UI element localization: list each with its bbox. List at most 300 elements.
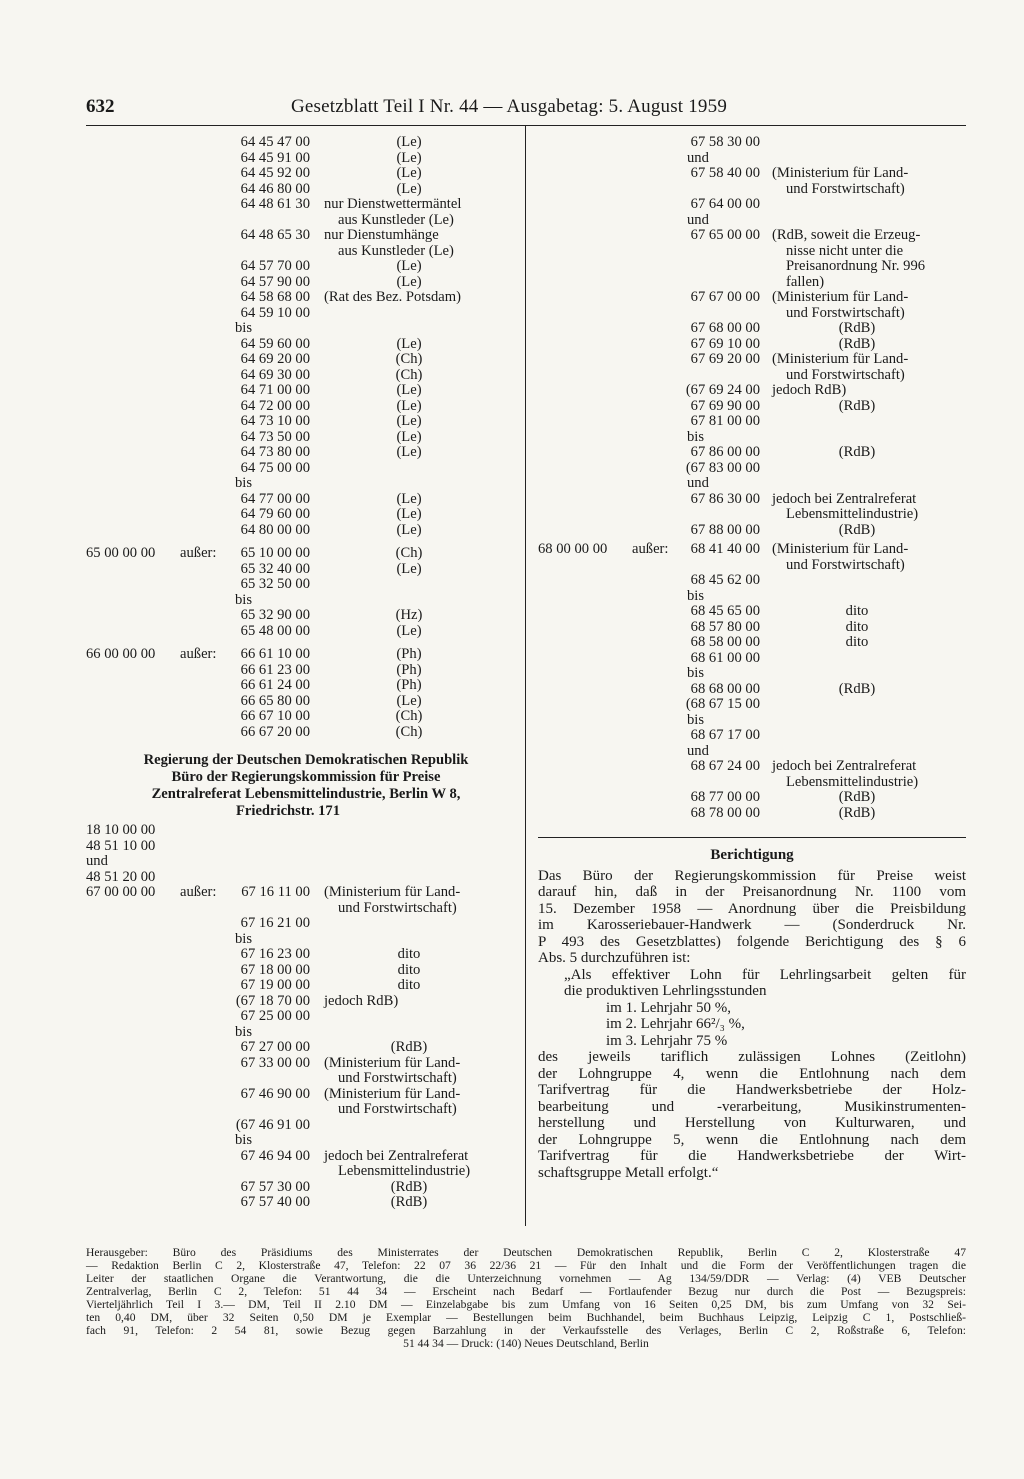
code-remark: (Ch) [395,351,423,367]
table-row [538,151,966,167]
code-remark: (Le) [396,692,422,709]
text-line: die produktiven Lehrlingsstunden [564,983,767,999]
code-number: 68 61 00 00 [690,649,760,666]
code-remark: (Ph) [396,661,422,678]
code-number: 67 58 40 00 [690,165,760,181]
code-number: 66 61 24 00 [240,677,310,693]
table-row [538,383,966,399]
table-row [538,806,966,822]
table-row [86,546,516,562]
code-remark: (Le) [396,397,422,414]
code-number: (68 67 15 00 [685,696,760,712]
table-row [86,1025,516,1041]
code-number: 65 32 40 00 [240,560,310,577]
code-remark: (Ministerium für Land- [772,289,909,305]
table-row [86,994,516,1010]
table-row [86,624,516,640]
code-remark: (RdB) [838,789,876,805]
text-line: 15. Dezember 1958 — Anordnung über die Preisbildung [538,900,966,917]
text-line: „Als effektiver Lohn für Lehrlingsarbeit gelten für [564,966,966,983]
code-number: bis [235,320,253,336]
code-number: und [687,149,709,166]
table-row [86,523,516,539]
code-remark: jedoch bei Zentralreferat [324,1147,469,1164]
table-row [86,399,516,415]
text-line: bearbeitung und -verarbeitung, Musikinstrumenten- [538,1098,966,1115]
plain-code: und [86,853,108,869]
code-remark: (RdB) [390,1194,428,1210]
code-remark: (RdB) [838,804,876,821]
plain-code-list [86,823,516,885]
code-number: 64 77 00 00 [240,490,310,507]
table-row [538,759,966,790]
code-number: 67 81 00 00 [690,413,760,429]
code-remark: (Le) [396,134,422,150]
code-number: 67 18 00 00 [240,961,310,978]
text-line: des jeweils tariflich zulässigen Lohnes (Zeitlohn) [538,1049,966,1065]
code-number: 67 57 40 00 [240,1194,310,1210]
code-number: 64 45 92 00 [240,165,310,181]
table-row [86,709,516,725]
code-remark: (Le) [396,180,422,197]
code-remark: (RdB) [838,397,876,414]
footer-line: Leiter der staatlichen Organe die Verantwortung, die die Unterzeichnung vornehmen — Ag 134/59/DDR — Verlag: (4) VEB Deutscher [86,1272,966,1285]
code-remark: (Le) [396,382,422,398]
table-row [86,352,516,368]
code-number: und [687,475,709,491]
code-remark: nisse nicht unter die [786,242,904,259]
table-row [538,337,966,353]
code-number: 66 61 23 00 [240,661,310,678]
code-remark: (Rat des Bez. Potsdam) [324,289,461,305]
code-number: bis [235,1023,253,1040]
footer-line: Zentralverlag, Berlin C 2, Telefon: 51 44 34 — Erscheint nach Bedarf — Fortlaufender Bezug nur durch die Post — Bezugspreis: [86,1285,966,1298]
lehrjahr-line: im 2. Lehrjahr 66²/₃ %, [606,1016,745,1032]
code-number: 68 41 40 00 [690,541,760,557]
code-group: 67 00 00 00 [86,884,156,900]
table-row [538,476,966,492]
code-number: 68 67 24 00 [690,758,760,774]
code-number: 64 48 61 30 [240,196,310,212]
table-row [86,1195,516,1211]
code-number: 67 68 00 00 [690,320,760,336]
code-remark: (Ch) [395,545,423,561]
table-row [86,1040,516,1056]
table-row [86,445,516,461]
code-remark: (Le) [396,149,422,166]
plain-code: 18 10 00 00 [86,822,156,838]
code-remark: aus Kunstleder (Le) [338,211,454,228]
code-number: bis [235,1132,253,1148]
footer-line: Vierteljährlich Teil I 3.— DM, Teil II 2.10 DM — Einzelabgabe bis zum Umfang von 16 Seiten 0,25 DM, bis zum Umfang von 32 Sei- [86,1298,966,1311]
table-row [538,697,966,713]
code-remark: (RdB) [838,335,876,352]
code-number: 67 33 00 00 [240,1054,310,1071]
lehrjahr-line: im 1. Lehrjahr 50 %, [606,999,731,1016]
code-number: 67 88 00 00 [690,521,760,538]
footer-line: — Redaktion Berlin C 2, Klosterstraße 47, Telefon: 22 07 36 22/36 21 — Für den Inhalt und die Form der Veröffentlichungen tragen die [86,1259,966,1272]
code-remark: Lebensmittelindustrie) [338,1163,471,1179]
code-remark: (Le) [396,413,422,429]
code-number: 66 65 80 00 [240,692,310,709]
code-number: 67 57 30 00 [240,1178,310,1195]
code-number: 64 69 20 00 [240,351,310,367]
table-row [86,608,516,624]
code-group: 66 00 00 00 [86,646,156,662]
table-row [538,666,966,682]
code-remark: und Forstwirtschaft) [786,366,905,383]
code-remark: (Ch) [395,723,423,740]
table-row [538,573,966,589]
table-row [86,151,516,167]
code-number: 67 58 30 00 [690,134,760,150]
code-remark: (RdB) [390,1178,428,1195]
table-row [86,1180,516,1196]
plain-code: 48 51 10 00 [86,837,156,854]
table-row [86,1149,516,1180]
code-number: 64 72 00 00 [240,397,310,414]
code-number: 68 67 17 00 [690,727,760,743]
table-row [538,728,966,744]
code-number: 67 69 90 00 [690,397,760,414]
code-number: 64 75 00 00 [240,459,310,476]
table-row [86,306,516,322]
code-group: 68 00 00 00 [538,541,608,557]
code-group: 65 00 00 00 [86,545,156,561]
code-remark: und Forstwirtschaft) [338,1070,457,1086]
code-remark: (Ministerium für Land- [324,884,461,900]
code-remark: (RdB) [838,680,876,697]
footer-line: fach 91, Telefon: 2 54 81, sowie Bezug gegen Barzahlung in der Verkaufsstelle des Verlages, Berlin C 2, Roßstraße 6, Telefon: [86,1324,966,1337]
text-line: Das Büro der Regierungskommission für Preise weist [538,867,966,884]
section-rule [538,837,966,838]
heading-line: Büro der Regierungskommission für Preise [171,769,441,785]
heading-line: Friedrichstr. 171 [236,803,341,819]
plain-code: 48 51 20 00 [86,868,156,885]
code-remark: (Le) [396,428,422,445]
code-number: 67 19 00 00 [240,977,310,993]
code-number: (67 69 24 00 [685,382,760,398]
code-number: 67 25 00 00 [240,1008,310,1024]
code-remark: (RdB, soweit die Erzeug- [772,227,921,243]
code-remark: nur Dienstwettermäntel [324,196,462,212]
code-number: 64 59 10 00 [240,304,310,321]
table-row [538,430,966,446]
table-row [538,352,966,383]
text-line: darauf hin, daß in der Preisanordnung Nr. 1100 vom [538,884,966,900]
lehrjahr-line: im 3. Lehrjahr 75 % [606,1032,728,1049]
code-remark: (Ministerium für Land- [324,1054,461,1071]
code-remark: und Forstwirtschaft) [786,180,905,197]
code-remark: dito [397,961,421,978]
code-number: 64 73 80 00 [240,444,310,460]
office-heading [86,752,516,819]
code-number: 67 65 00 00 [690,227,760,243]
text-line: P 493 des Gesetzblattes) folgende Berichtigung des § 6 [538,933,966,950]
code-number: 64 80 00 00 [240,521,310,538]
text-line: im Karosseriebauer-Handwerk — (Sonderdruck Nr. [538,917,966,933]
code-number: 67 46 94 00 [240,1147,310,1164]
table-row [86,492,516,508]
code-number: 67 86 00 00 [690,444,760,460]
table-row [86,1087,516,1118]
heading-line: Zentralreferat Lebensmittelindustrie, Berlin W 8, [151,786,461,802]
code-remark: jedoch bei Zentralreferat [772,490,917,507]
code-remark: und Forstwirtschaft) [338,899,457,916]
table-row [538,604,966,620]
code-remark: (Ch) [395,708,423,724]
table-row [86,694,516,710]
table-row [86,978,516,994]
text-line: der Lohngruppe 5, wenn die Entlohnung nach dem [538,1131,966,1148]
table-row [86,1118,516,1134]
code-remark: (Ch) [395,366,423,383]
code-number: 68 68 00 00 [690,680,760,697]
code-number: bis [687,711,705,728]
code-number: 68 78 00 00 [690,804,760,821]
code-remark: (Ph) [396,646,422,662]
table-row [538,461,966,477]
code-remark: (Ministerium für Land- [324,1085,461,1102]
left-column [86,135,516,1211]
table-row [86,275,516,291]
code-number: und [687,211,709,228]
code-number: 66 67 10 00 [240,708,310,724]
table-row [86,197,516,228]
code-number: 64 48 65 30 [240,227,310,243]
code-number: 64 71 00 00 [240,382,310,398]
footer-line: 51 44 34 — Druck: (140) Neues Deutschland, Berlin [403,1337,649,1350]
table-row [86,461,516,477]
code-remark: dito [845,634,869,650]
code-number: 67 16 11 00 [241,884,310,900]
code-remark: (Le) [396,490,422,507]
code-number: bis [687,665,705,681]
table-row [86,932,516,948]
code-remark: (Ministerium für Land- [772,351,909,367]
table-row [538,445,966,461]
left-code-list-2 [86,885,516,1211]
code-number: und [687,742,709,759]
code-remark: (Le) [396,273,422,290]
table-row [538,290,966,321]
table-row [538,790,966,806]
code-number: 64 45 47 00 [240,134,310,150]
code-number: bis [235,591,253,608]
imprint-footer [86,1246,966,1350]
table-row [86,476,516,492]
table-row [86,228,516,259]
table-row [86,647,516,663]
code-number: 67 69 10 00 [690,335,760,352]
code-remark: und Forstwirtschaft) [786,556,905,573]
table-row [86,430,516,446]
left-code-list [86,135,516,740]
text-line: herstellung und Herstellung von Kulturwaren, und [538,1115,966,1131]
table-row [538,135,966,151]
table-row [86,182,516,198]
table-row [86,507,516,523]
table-row [538,651,966,667]
table-row [538,523,966,539]
table-row [86,368,516,384]
table-row [86,577,516,593]
code-number: 67 16 23 00 [240,946,310,962]
code-remark: Preisanordnung Nr. 996 [786,258,926,274]
code-number: (67 18 70 00 [235,992,310,1009]
code-number: 64 45 91 00 [240,149,310,166]
code-remark: und Forstwirtschaft) [338,1101,457,1117]
berichtigung-rest [538,1049,966,1181]
heading-line: Regierung der Deutschen Demokratischen Republik [143,752,469,768]
code-remark: (Le) [396,622,422,639]
code-remark: jedoch RdB) [772,382,847,398]
code-number: 67 46 90 00 [240,1085,310,1102]
except-label: außer: [180,545,217,561]
code-number: 64 58 68 00 [240,289,310,305]
code-remark: (RdB) [838,320,876,336]
footer-line: ten 0,40 DM, über 32 Seiten 0,50 DM je Exemplar — Bestellungen beim Buchhandel, beim Buchhaus Leipzig, Leipzig C 1, Postschließ- [86,1311,966,1324]
table-row [86,725,516,741]
code-remark: nur Dienstumhänge [324,227,439,243]
code-remark: (Ph) [396,677,422,693]
table-row [86,337,516,353]
table-row [538,213,966,229]
text-line: der Lohngruppe 4, wenn die Entlohnung nach dem [538,1065,966,1082]
code-number: 67 86 30 00 [690,490,760,507]
table-row [538,620,966,636]
code-number: 68 57 80 00 [690,618,760,635]
page-title: Gesetzblatt Teil I Nr. 44 — Ausgabetag: 5. August 1959 [291,96,728,117]
code-number: 68 45 62 00 [690,572,760,588]
header-rule [86,125,966,126]
code-number: 64 79 60 00 [240,506,310,522]
table-row [538,542,966,573]
code-number: 64 46 80 00 [240,180,310,197]
table-row [538,414,966,430]
code-remark: dito [845,603,869,619]
table-row [86,135,516,151]
code-remark: (RdB) [390,1039,428,1055]
column-divider [525,126,526,1226]
table-row [86,383,516,399]
code-number: 65 32 50 00 [240,576,310,592]
code-number: bis [235,930,253,947]
table-row [86,963,516,979]
code-remark: (Le) [396,165,422,181]
code-remark: (Le) [396,560,422,577]
code-remark: fallen) [786,273,825,290]
berichtigung-intro [538,868,966,967]
table-row [86,259,516,275]
code-remark: dito [397,977,421,993]
code-remark: Lebensmittelindustrie) [786,506,919,522]
code-number: (67 83 00 00 [685,459,760,476]
table-row [538,228,966,290]
code-number: 64 69 30 00 [240,366,310,383]
code-remark: jedoch RdB) [324,992,399,1009]
code-number: 66 61 10 00 [240,646,310,662]
code-number: bis [687,587,705,604]
code-remark: dito [397,946,421,962]
code-number: (67 46 91 00 [235,1116,310,1133]
table-row [538,635,966,651]
table-row [86,947,516,963]
code-remark: dito [845,618,869,635]
table-row [538,682,966,698]
code-number: 67 67 00 00 [690,289,760,305]
berichtigung-title: Berichtigung [710,847,794,863]
table-row [538,197,966,213]
text-line: Abs. 5 durchzuführen ist: [538,950,691,966]
footer-line: Herausgeber: Büro des Präsidiums des Ministerrates der Deutschen Demokratischen Republik, Berlin C 2, Klosterstraße 47 [86,1246,966,1259]
page-number: 632 [86,96,115,117]
code-remark: aus Kunstleder (Le) [338,242,454,259]
code-number: 67 27 00 00 [240,1039,310,1055]
code-number: 64 73 10 00 [240,413,310,429]
code-number: 64 57 70 00 [240,258,310,274]
code-number: 67 69 20 00 [690,351,760,367]
code-remark: (Le) [396,335,422,352]
table-row [538,399,966,415]
code-remark: und Forstwirtschaft) [786,304,905,321]
table-row [86,593,516,609]
table-row [86,1009,516,1025]
code-remark: (Hz) [395,607,423,623]
except-label: außer: [632,541,669,557]
table-row [86,166,516,182]
table-row [86,290,516,306]
except-label: außer: [180,646,217,662]
table-row [86,562,516,578]
code-number: 65 10 00 00 [240,545,310,561]
table-row [538,744,966,760]
table-row [86,1133,516,1149]
table-row [86,663,516,679]
code-remark: jedoch bei Zentralreferat [772,758,917,774]
berichtigung-years [538,1000,966,1050]
code-remark: (RdB) [838,444,876,460]
code-remark: (Le) [396,444,422,460]
code-number: 65 32 90 00 [240,607,310,623]
text-line: Tarifvertrag für die Handwerksbetriebe der Holz- [538,1082,966,1098]
code-number: 66 67 20 00 [240,723,310,740]
code-remark: Lebensmittelindustrie) [786,773,919,790]
berichtigung-quote [538,967,966,1000]
code-remark: (Le) [396,258,422,274]
table-row [86,885,516,916]
code-number: 68 45 65 00 [690,603,760,619]
code-number: 64 59 60 00 [240,335,310,352]
code-remark: (Ministerium für Land- [772,541,909,557]
code-number: 67 16 21 00 [240,915,310,931]
code-number: bis [687,428,705,445]
table-row [538,492,966,523]
code-remark: (Le) [396,506,422,522]
table-row [86,678,516,694]
table-row [538,166,966,197]
table-row [86,1056,516,1087]
text-line: Tarifvertrag für die Handwerksbetriebe der Wirt- [538,1148,966,1164]
table-row [538,589,966,605]
code-number: 64 73 50 00 [240,428,310,445]
table-row [86,414,516,430]
code-remark: (Ministerium für Land- [772,165,909,181]
code-number: 68 77 00 00 [690,789,760,805]
code-remark: (RdB) [838,521,876,538]
right-code-list [538,135,966,821]
code-number: 64 57 90 00 [240,273,310,290]
